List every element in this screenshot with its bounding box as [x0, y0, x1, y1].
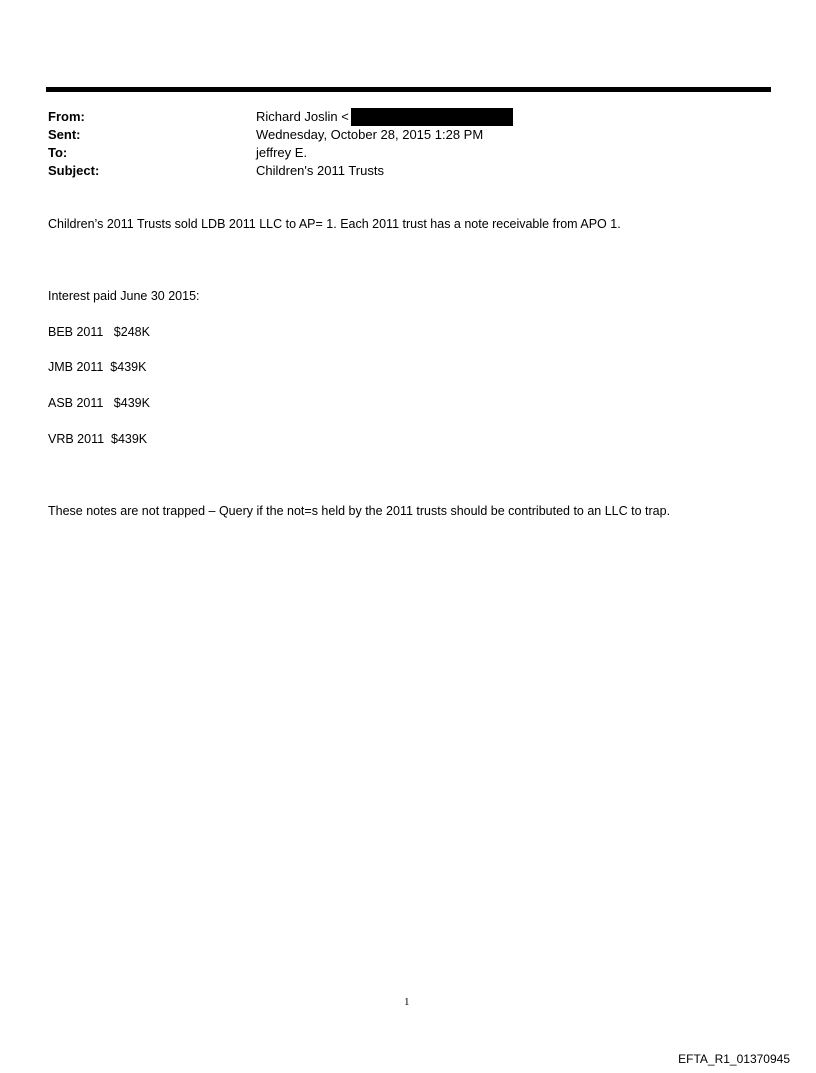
subject-label: Subject:	[48, 163, 100, 178]
from-row	[48, 108, 748, 126]
interest-heading: Interest paid June 30 2015:	[48, 289, 200, 303]
from-value	[256, 108, 513, 126]
sent-value: Wednesday, October 28, 2015 1:28 PM	[256, 127, 484, 142]
from-sender: Richard Joslin <	[256, 109, 349, 124]
page-number: 1	[404, 996, 410, 1008]
header-divider	[46, 87, 771, 92]
payment-line: BEB 2011 $248K	[48, 325, 150, 339]
payment-line: VRB 2011 $439K	[48, 432, 148, 446]
payment-line: JMB 2011 $439K	[48, 360, 147, 374]
subject-value: Children's 2011 Trusts	[256, 163, 384, 178]
from-label: From:	[48, 109, 85, 124]
email-header	[48, 108, 748, 180]
document-id: EFTA_R1_01370945	[678, 1052, 790, 1066]
sent-row	[48, 126, 748, 144]
sent-label: Sent:	[48, 127, 81, 142]
subject-row	[48, 162, 748, 180]
to-row	[48, 144, 748, 162]
to-label: To:	[48, 145, 68, 160]
redaction-block	[351, 108, 513, 126]
body-intro: Children’s 2011 Trusts sold LDB 2011 LLC to AP= 1. Each 2011 trust has a note receivable from APO 1.	[48, 217, 621, 231]
to-value: jeffrey E.	[256, 145, 308, 160]
body-closing: These notes are not trapped – Query if the not=s held by the 2011 trusts should be contributed to an LLC to trap.	[48, 504, 671, 518]
payment-line: ASB 2011 $439K	[48, 396, 150, 410]
